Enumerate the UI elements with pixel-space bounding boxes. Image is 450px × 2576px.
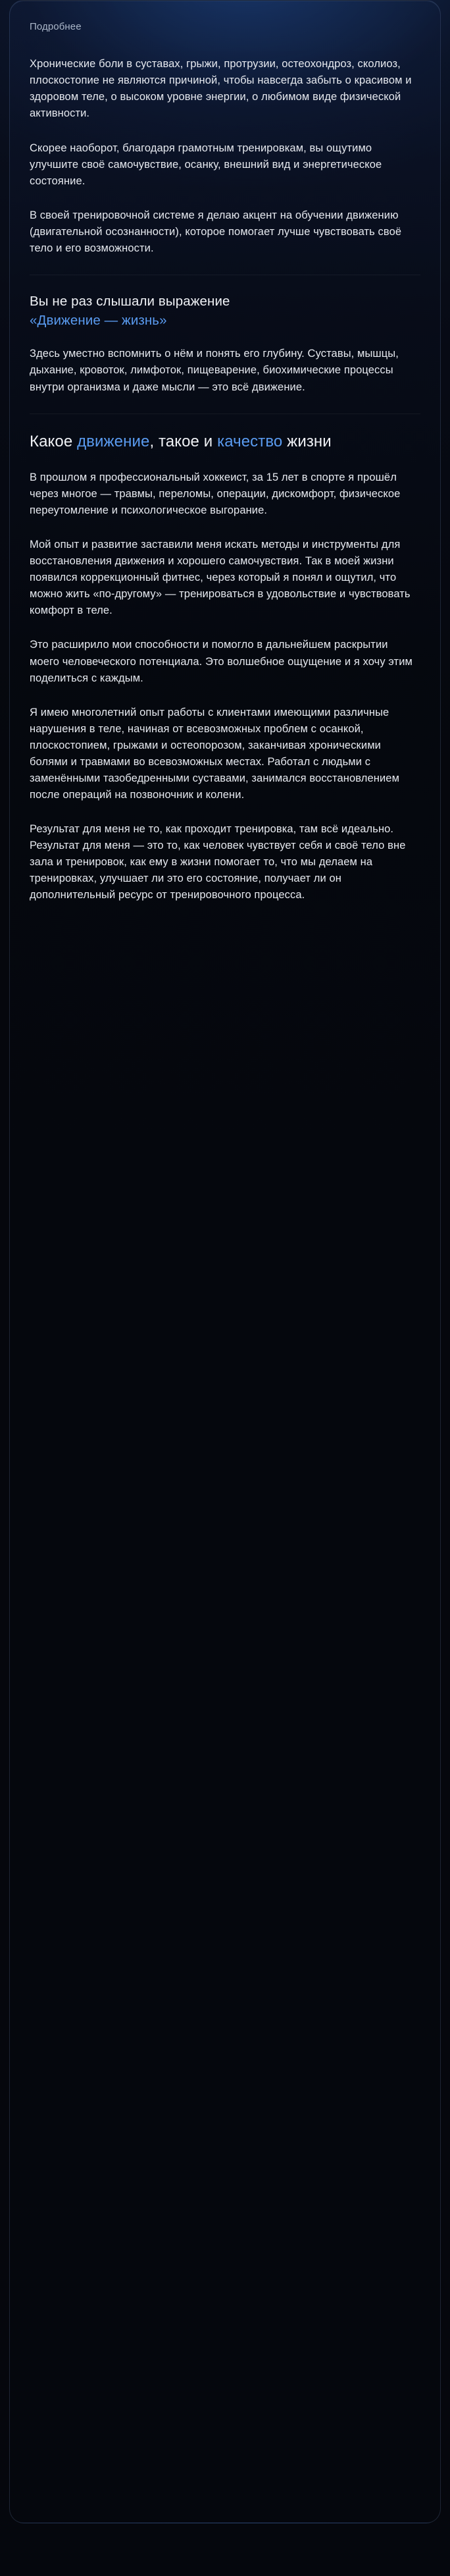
content-card — [9, 0, 441, 2523]
paragraph: Скорее наоборот, благодаря грамотным тренировкам, вы ощутимо улучшите своё самочувствие, осанку, внешний вид и энергетическое состояние. — [30, 142, 382, 187]
section-heading-large — [30, 431, 420, 452]
heading-part-2: , такое и — [149, 432, 218, 450]
paragraph: В прошлом я профессиональный хоккеист, за 15 лет в спорте я прошёл через многое — травмы, переломы, операции, дискомфорт, физическое переутомление и психологическое выгорание. — [30, 471, 401, 516]
section-heading — [30, 292, 420, 330]
heading-part-3: жизни — [282, 432, 332, 450]
heading-line-1: Вы не раз слышали выражение — [30, 294, 230, 309]
paragraph: Мой опыт и развитие заставили меня искать методы и инструменты для восстановления движения и хорошего самочувствия. Так в моей жизни появился коррекционный фитнес, через который я понял и ощутил, что можно жить «по-другому» — тренироваться в удовольствие и чувствовать комфорт в теле. — [30, 539, 411, 617]
section-eyebrow: Подробнее — [30, 21, 82, 32]
heading-part-1: Какое — [30, 432, 78, 450]
heading-line-2-accent: «Движение — жизнь» — [30, 312, 167, 328]
paragraph: Я имею многолетний опыт работы с клиентами имеющими различные нарушения в теле, начиная от всевозможных проблем с осанкой, плоскостопием, грыжами и остеопорозом, заканчивая хроническими болями и травмами во всевозможных местах. Работал с людьми с заменёнными тазобедренными суставами, занимался восстановлением после операций на позвоночник и колени. — [30, 706, 400, 801]
article-body — [30, 56, 420, 903]
paragraph: Здесь уместно вспомнить о нём и понять его глубину. Суставы, мышцы, дыхание, кровоток, лимфоток, пищеварение, биохимические процессы внутри организма и даже мысли — это всё движение. — [30, 348, 399, 393]
heading-accent-1: движение — [77, 432, 150, 450]
heading-accent-2: качество — [217, 432, 283, 450]
paragraph: Это расширило мои способности и помогло в дальнейшем раскрытии моего человеческого потенциала. Это волшебное ощущение и я хочу этим поделиться с каждым. — [30, 639, 413, 684]
paragraph: Результат для меня не то, как проходит тренировка, там всё идеально. Результат для меня — это то, как человек чувствует себя и своё тело вне зала и тренировок, как ему в жизни помогает то, что мы делаем на тренировках, улучшает ли это его состояние, получает ли он дополнительный ресурс от тренировочного процесса. — [30, 823, 406, 901]
paragraph: В своей тренировочной системе я делаю акцент на обучении движению (двигательной осознанности), которое помогает лучше чувствовать своё тело и его возможности. — [30, 209, 402, 254]
paragraph: Хронические боли в суставах, грыжи, протрузии, остеохондроз, сколиоз, плоскостопие не являются причиной, чтобы навсегда забыть о красивом и здоровом теле, о высоком уровне энергии, о любимом виде физической активности. — [30, 58, 412, 120]
